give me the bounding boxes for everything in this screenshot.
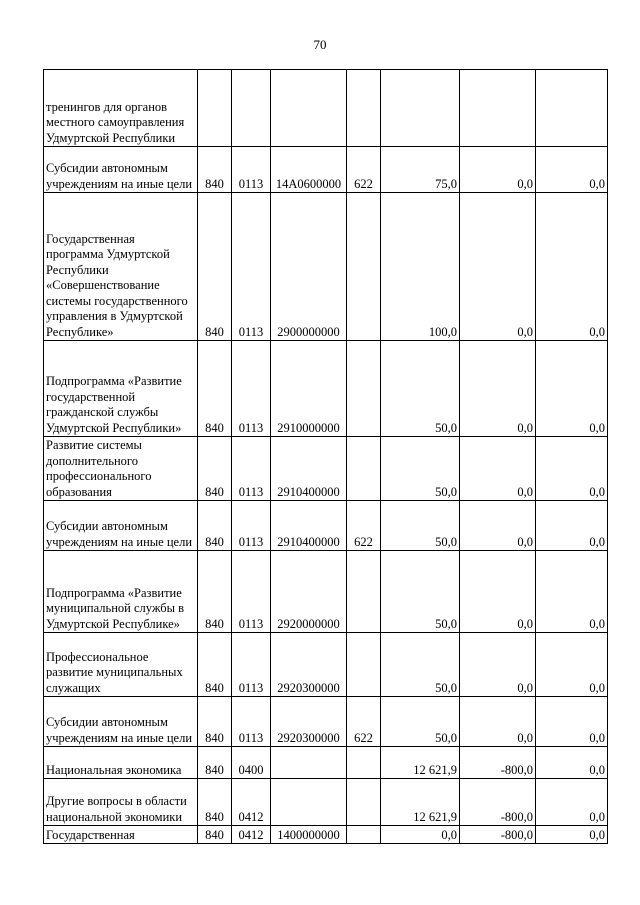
row-sum-1: 75,0 (381, 147, 460, 193)
row-sum-3: 0,0 (536, 697, 608, 747)
row-sum-1: 50,0 (381, 437, 460, 501)
row-sum-3: 0,0 (536, 147, 608, 193)
row-sum-1: 50,0 (381, 633, 460, 697)
table-row (44, 70, 608, 147)
row-target-code: 1400000000 (271, 826, 347, 844)
table-row (44, 633, 608, 697)
row-expense-type-code (347, 747, 381, 779)
row-sum-3: 0,0 (536, 193, 608, 341)
row-section-code: 0113 (232, 633, 271, 697)
row-sum-2: 0,0 (460, 437, 536, 501)
row-expense-type-code (347, 437, 381, 501)
row-expense-type-code (347, 826, 381, 844)
row-section-code: 0113 (232, 551, 271, 633)
row-grbs-code: 840 (198, 147, 232, 193)
row-name: Государственная (44, 826, 198, 844)
row-grbs-code (198, 70, 232, 147)
row-name: Субсидии автономным учреждениям на иные цели (44, 147, 198, 193)
row-sum-3: 0,0 (536, 551, 608, 633)
row-sum-3: 0,0 (536, 779, 608, 826)
row-sum-3: 0,0 (536, 826, 608, 844)
row-sum-1: 50,0 (381, 551, 460, 633)
row-expense-type-code (347, 633, 381, 697)
row-name: тренингов для органов местного самоуправления Удмуртской Республики (44, 70, 198, 147)
row-target-code: 2900000000 (271, 193, 347, 341)
row-sum-1: 0,0 (381, 826, 460, 844)
row-name: Развитие системы дополнительного профессионального образования (44, 437, 198, 501)
table-row (44, 437, 608, 501)
row-target-code (271, 779, 347, 826)
row-grbs-code: 840 (198, 501, 232, 551)
row-section-code: 0113 (232, 193, 271, 341)
row-target-code (271, 70, 347, 147)
row-target-code (271, 747, 347, 779)
row-expense-type-code (347, 341, 381, 437)
row-sum-1: 12 621,9 (381, 779, 460, 826)
row-section-code: 0113 (232, 341, 271, 437)
row-sum-3: 0,0 (536, 747, 608, 779)
table-row (44, 193, 608, 341)
row-sum-3: 0,0 (536, 437, 608, 501)
row-section-code: 0113 (232, 437, 271, 501)
row-sum-1: 50,0 (381, 501, 460, 551)
row-sum-1 (381, 70, 460, 147)
budget-table (43, 69, 608, 844)
table-row (44, 501, 608, 551)
row-section-code: 0412 (232, 826, 271, 844)
row-sum-2: 0,0 (460, 633, 536, 697)
row-name: Подпрограмма «Развитие государственной гражданской службы Удмуртской Республики» (44, 341, 198, 437)
row-section-code: 0400 (232, 747, 271, 779)
row-expense-type-code (347, 193, 381, 341)
row-name: Профессиональное развитие муниципальных служащих (44, 633, 198, 697)
row-target-code: 14А0600000 (271, 147, 347, 193)
row-sum-2: -800,0 (460, 779, 536, 826)
row-target-code: 2920300000 (271, 697, 347, 747)
row-target-code: 2910400000 (271, 501, 347, 551)
row-expense-type-code (347, 551, 381, 633)
table-row (44, 697, 608, 747)
row-grbs-code: 840 (198, 747, 232, 779)
row-grbs-code: 840 (198, 551, 232, 633)
row-target-code: 2910000000 (271, 341, 347, 437)
row-grbs-code: 840 (198, 193, 232, 341)
row-sum-2: -800,0 (460, 826, 536, 844)
row-name: Подпрограмма «Развитие муниципальной службы в Удмуртской Республике» (44, 551, 198, 633)
row-grbs-code: 840 (198, 341, 232, 437)
row-sum-3: 0,0 (536, 341, 608, 437)
page-number: 70 (313, 37, 327, 52)
row-section-code: 0113 (232, 147, 271, 193)
table-row (44, 147, 608, 193)
row-name: Государственная программа Удмуртской Республики «Совершенствование системы государственного управления в Удмуртской Республике» (44, 193, 198, 341)
row-grbs-code: 840 (198, 826, 232, 844)
row-name: Другие вопросы в области национальной экономики (44, 779, 198, 826)
row-target-code: 2910400000 (271, 437, 347, 501)
row-sum-2 (460, 70, 536, 147)
row-sum-2: 0,0 (460, 501, 536, 551)
row-grbs-code: 840 (198, 697, 232, 747)
row-target-code: 2920300000 (271, 633, 347, 697)
row-sum-2: 0,0 (460, 697, 536, 747)
row-sum-2: 0,0 (460, 193, 536, 341)
row-section-code: 0113 (232, 697, 271, 747)
row-target-code: 2920000000 (271, 551, 347, 633)
table-row (44, 747, 608, 779)
row-sum-3: 0,0 (536, 633, 608, 697)
table-row (44, 826, 608, 844)
row-name: Субсидии автономным учреждениям на иные цели (44, 697, 198, 747)
table-row (44, 779, 608, 826)
row-expense-type-code (347, 779, 381, 826)
row-sum-3: 0,0 (536, 501, 608, 551)
row-expense-type-code: 622 (347, 501, 381, 551)
row-sum-2: 0,0 (460, 551, 536, 633)
row-section-code (232, 70, 271, 147)
row-sum-1: 50,0 (381, 697, 460, 747)
row-name: Субсидии автономным учреждениям на иные цели (44, 501, 198, 551)
row-sum-2: 0,0 (460, 341, 536, 437)
row-grbs-code: 840 (198, 633, 232, 697)
row-expense-type-code: 622 (347, 697, 381, 747)
row-expense-type-code (347, 70, 381, 147)
row-grbs-code: 840 (198, 437, 232, 501)
row-sum-2: -800,0 (460, 747, 536, 779)
row-sum-1: 100,0 (381, 193, 460, 341)
row-section-code: 0412 (232, 779, 271, 826)
row-expense-type-code: 622 (347, 147, 381, 193)
table-row (44, 341, 608, 437)
row-sum-2: 0,0 (460, 147, 536, 193)
row-grbs-code: 840 (198, 779, 232, 826)
row-sum-1: 12 621,9 (381, 747, 460, 779)
row-name: Национальная экономика (44, 747, 198, 779)
row-sum-3 (536, 70, 608, 147)
row-section-code: 0113 (232, 501, 271, 551)
table-row (44, 551, 608, 633)
row-sum-1: 50,0 (381, 341, 460, 437)
